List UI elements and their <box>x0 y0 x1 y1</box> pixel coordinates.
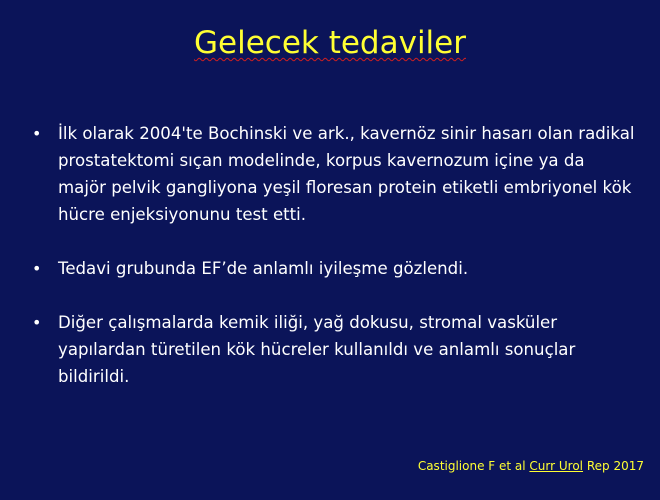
bullet-dot-icon: • <box>32 124 42 143</box>
citation <box>418 459 644 473</box>
bullet-text: Tedavi grubunda EF’de anlamlı iyileşme gözlendi. <box>58 259 469 278</box>
citation-journal: Curr Urol <box>529 459 584 473</box>
bullet-dot-icon: • <box>32 313 42 332</box>
citation-rest: Rep 2017 <box>586 459 644 473</box>
bullet-list <box>32 120 637 417</box>
bullet-dot-icon: • <box>32 259 42 278</box>
citation-authors: Castiglione F et al <box>417 459 526 473</box>
slide-title: Gelecek tedaviler <box>194 25 466 61</box>
bullet-item <box>32 255 637 282</box>
bullet-item <box>32 120 637 228</box>
bullet-item <box>32 309 637 390</box>
bullet-text: Diğer çalışmalarda kemik iliği, yağ dokusu, stromal vasküler yapılardan türetilen kök hücreler kullanıldı ve anlamlı sonuçlar bildirildi. <box>58 313 576 386</box>
bullet-text: İlk olarak 2004'te Bochinski ve ark., kavernöz sinir hasarı olan radikal prostatektomi sıçan modelinde, korpus kavernozum içine ya da majör pelvik gangliyona yeşil floresan protein etiketli embriyonel kök hücre enjeksiyonunu test etti. <box>58 124 635 224</box>
